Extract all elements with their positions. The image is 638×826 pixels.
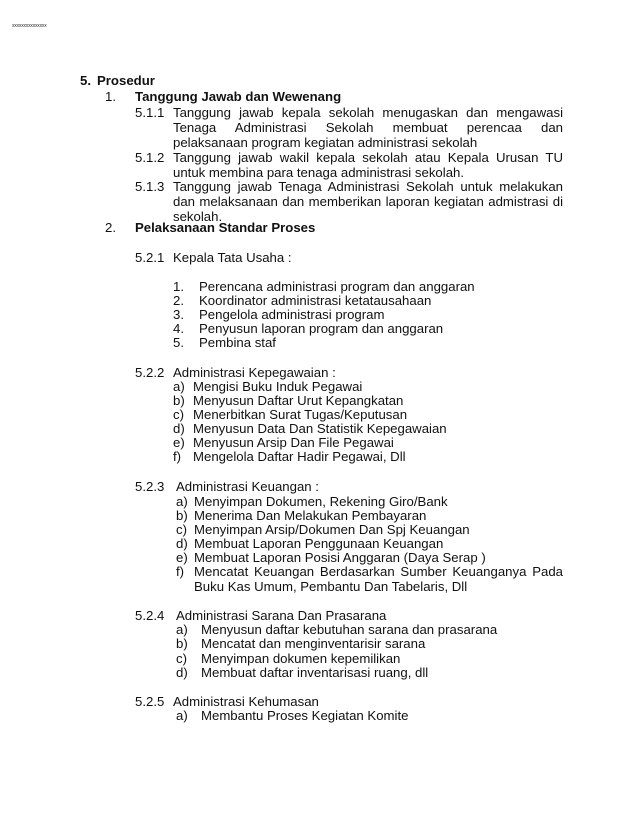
list-item: Menerima Dan Melakukan Pembayaran: [194, 508, 427, 523]
list-item: Membuat daftar inventarisasi ruang, dll: [201, 665, 429, 680]
group-5-2-3-number: 5.2.3: [135, 479, 165, 494]
group-5-2-4-number: 5.2.4: [135, 608, 165, 623]
item-5-1-3-number: 5.1.3: [135, 179, 165, 194]
list-item: Pembina staf: [199, 335, 276, 350]
list-item: Koordinator administrasi ketatausahaan: [199, 293, 432, 308]
list-item: Menyusun Daftar Urut Kepangkatan: [193, 393, 404, 408]
list-marker: d): [176, 536, 188, 551]
group-5-2-2-title: Administrasi Kepegawaian :: [173, 365, 336, 380]
item-5-1-1-number: 5.1.1: [135, 105, 165, 120]
list-marker: c): [176, 651, 187, 666]
list-marker: 3.: [173, 307, 184, 322]
group-5-2-3-title: Administrasi Keuangan :: [176, 479, 319, 494]
list-marker: a): [176, 708, 188, 723]
list-item: Mengelola Daftar Hadir Pegawai, Dll: [193, 449, 406, 464]
list-marker: 4.: [173, 321, 184, 336]
list-item: Perencana administrasi program dan anggaran: [199, 279, 475, 294]
list-marker: b): [173, 393, 185, 408]
list-item: Pengelola administrasi program: [199, 307, 385, 322]
item-5-1-3-text: Tanggung jawab Tenaga Administrasi Sekolah untuk melakukan dan melaksanaan dan memberikan laporan kegiatan admistrasi di sekolah.: [173, 179, 563, 224]
list-item: Menyusun daftar kebutuhan sarana dan prasarana: [201, 622, 498, 637]
list-marker: a): [176, 494, 188, 509]
subsection-1-title: Tanggung Jawab dan Wewenang: [135, 89, 342, 104]
stamp-mark: xxxxxxxxxxxxxxx: [12, 23, 47, 29]
section-title: Prosedur: [97, 73, 155, 88]
list-marker: f): [173, 449, 182, 464]
list-marker: b): [176, 636, 188, 651]
list-item: Menyimpan dokumen kepemilikan: [201, 651, 401, 666]
subsection-2-title: Pelaksanaan Standar Proses: [135, 220, 316, 235]
list-item: Mencatat dan menginventarisir sarana: [201, 636, 426, 651]
list-item: Menyusun Data Dan Statistik Kepegawaian: [193, 421, 447, 436]
group-5-2-5-number: 5.2.5: [135, 694, 165, 709]
list-marker: e): [176, 550, 188, 565]
subsection-1-number: 1.: [105, 89, 116, 104]
list-marker: b): [176, 508, 188, 523]
list-marker: e): [173, 435, 185, 450]
subsection-2-number: 2.: [105, 220, 116, 235]
group-5-2-4-title: Administrasi Sarana Dan Prasarana: [176, 608, 387, 623]
list-item: Menyusun Arsip Dan File Pegawai: [193, 435, 394, 450]
list-marker: c): [176, 522, 187, 537]
group-5-2-1-title: Kepala Tata Usaha :: [173, 250, 292, 265]
list-marker: d): [173, 421, 185, 436]
list-item: Menerbitkan Surat Tugas/Keputusan: [193, 407, 408, 422]
group-5-2-1-number: 5.2.1: [135, 250, 165, 265]
list-marker: a): [176, 622, 188, 637]
item-5-1-1-text: Tanggung jawab kepala sekolah menugaskan dan mengawasi Tenaga Administrasi Sekolah membuat perencaa dan pelaksanaan program kegiatan administrasi sekolah: [173, 105, 563, 150]
list-marker: a): [173, 379, 185, 394]
list-item: Membantu Proses Kegiatan Komite: [201, 708, 409, 723]
list-marker: c): [173, 407, 184, 422]
list-item: Menyimpan Dokumen, Rekening Giro/Bank: [194, 494, 448, 509]
list-item: Penyusun laporan program dan anggaran: [199, 321, 444, 336]
list-item: Mengisi Buku Induk Pegawai: [193, 379, 363, 394]
group-5-2-5-title: Administrasi Kehumasan: [173, 694, 319, 709]
list-item: Menyimpan Arsip/Dokumen Dan Spj Keuangan: [194, 522, 470, 537]
list-marker: 5.: [173, 335, 184, 350]
list-marker: 1.: [173, 279, 184, 294]
list-item: Membuat Laporan Penggunaan Keuangan: [194, 536, 444, 551]
list-marker: 2.: [173, 293, 184, 308]
list-marker: d): [176, 665, 188, 680]
item-5-1-2-number: 5.1.2: [135, 150, 165, 165]
section-number: 5.: [80, 73, 91, 88]
item-5-1-2-text: Tanggung jawab wakil kepala sekolah atau Kepala Urusan TU untuk membina para tenaga administrasi sekolah.: [173, 150, 563, 180]
list-item: Mencatat Keuangan Berdasarkan Sumber Keuanganya Pada Buku Kas Umum, Pembantu Dan Tabelaris, Dll: [194, 564, 563, 594]
list-marker: f): [176, 564, 185, 579]
list-item: Membuat Laporan Posisi Anggaran (Daya Serap ): [194, 550, 486, 565]
group-5-2-2-number: 5.2.2: [135, 365, 165, 380]
